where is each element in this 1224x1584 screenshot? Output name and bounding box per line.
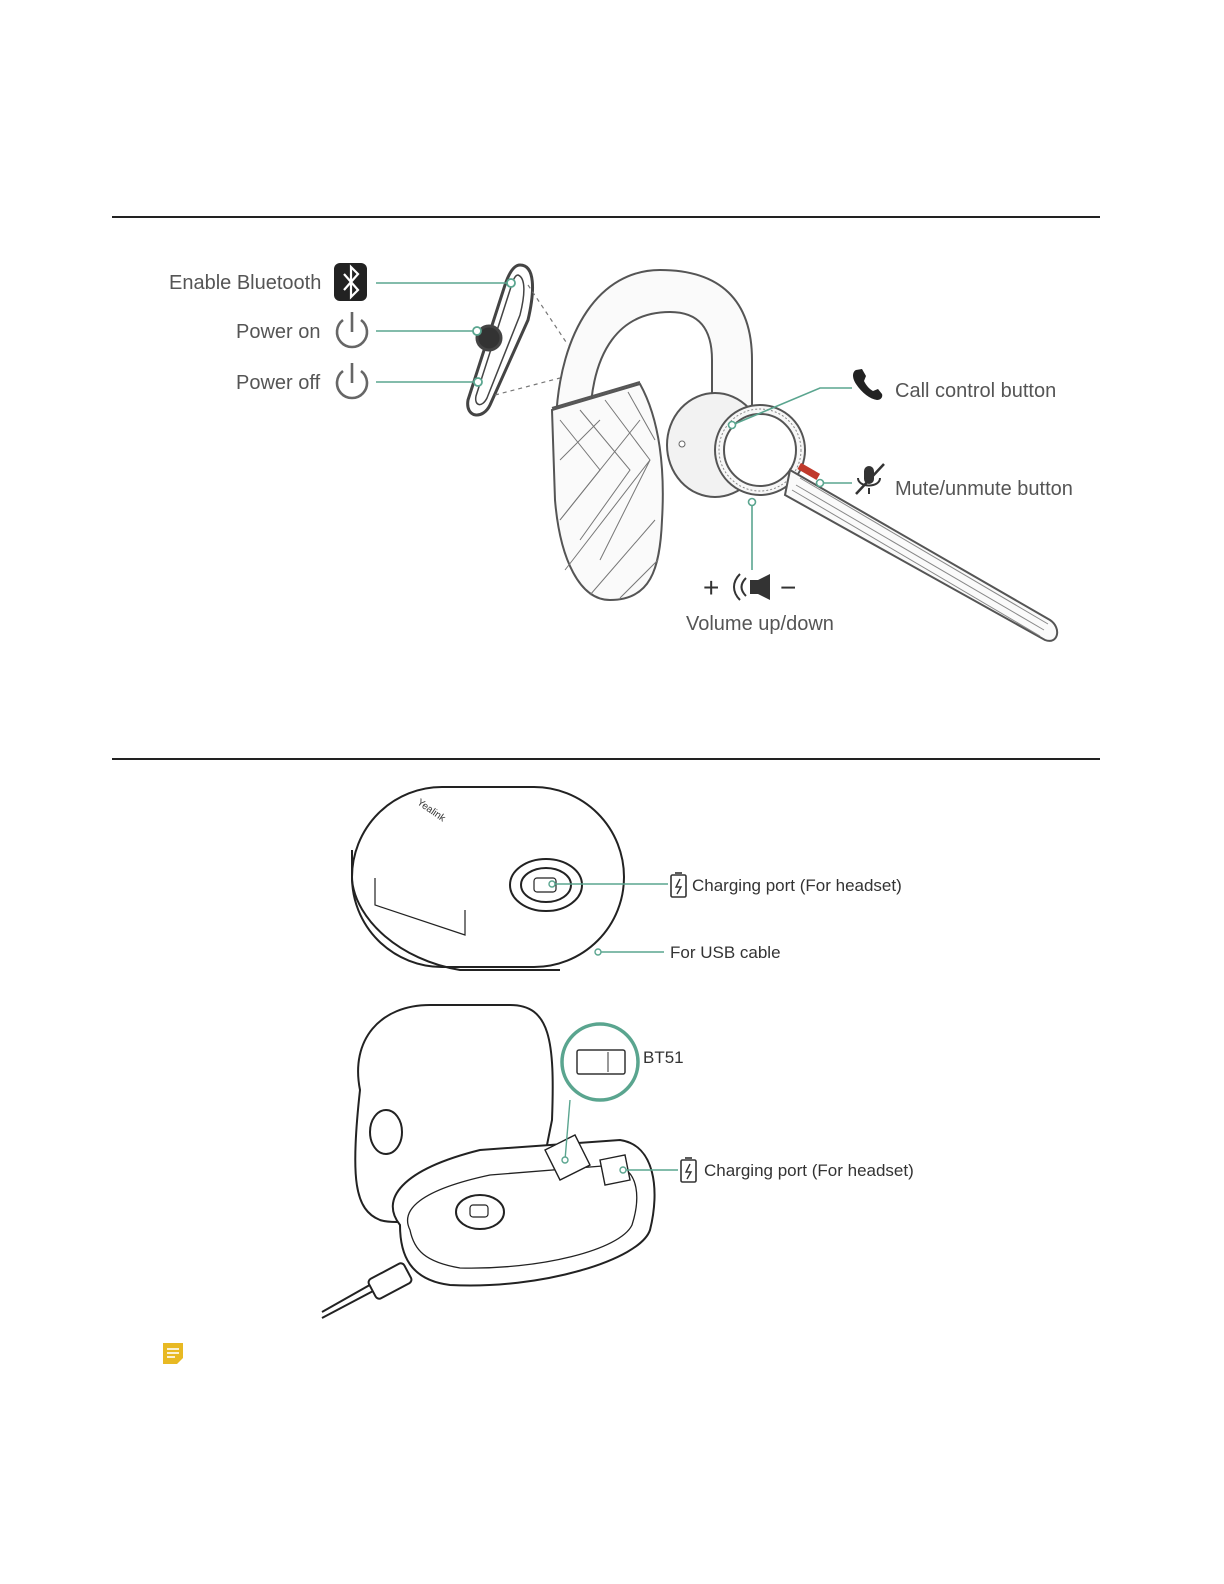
label-power-on: Power on <box>236 321 321 343</box>
label-volume-minus: − <box>780 572 797 603</box>
battery-icon-closed <box>671 873 686 897</box>
label-volume-plus: + <box>703 572 720 603</box>
label-power-off: Power off <box>236 372 321 394</box>
label-mute-unmute: Mute/unmute button <box>895 478 1073 500</box>
battery-icon-open <box>681 1158 696 1182</box>
label-call-control: Call control button <box>895 380 1057 402</box>
bt51-magnifier <box>562 1024 638 1100</box>
label-volume: Volume up/down <box>686 613 834 635</box>
case-logo: Yealink <box>414 797 448 825</box>
label-charging-port-closed: Charging port (For headset) <box>692 876 902 895</box>
label-usb-cable: For USB cable <box>670 943 781 962</box>
note-icon <box>163 1343 183 1364</box>
label-bt51: BT51 <box>643 1048 684 1067</box>
label-enable-bluetooth: Enable Bluetooth <box>169 272 322 294</box>
closed-case <box>352 787 624 970</box>
usb-cable <box>322 1262 413 1318</box>
label-charging-port-open: Charging port (For headset) <box>704 1161 914 1180</box>
